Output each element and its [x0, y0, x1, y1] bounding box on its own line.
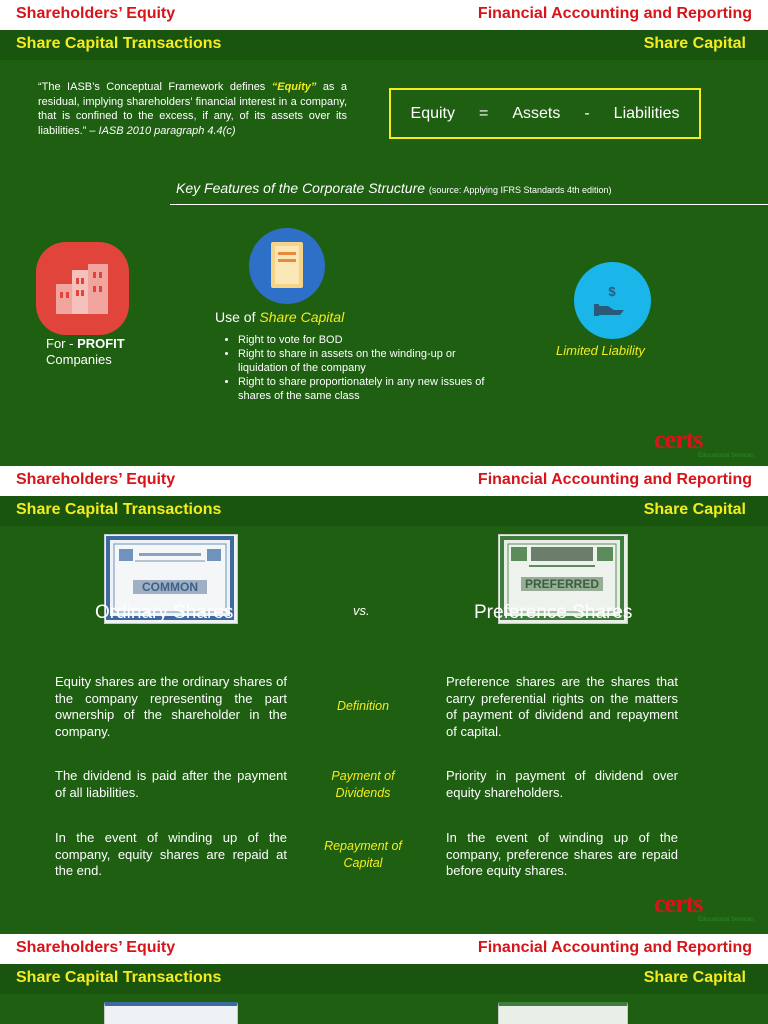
subheader-section: Share Capital: [643, 35, 746, 52]
header-course: Financial Accounting and Reporting: [477, 5, 752, 22]
header-title: Shareholders’ Equity: [16, 471, 176, 488]
subheader-topic: Share Capital Transactions: [16, 969, 222, 986]
subheader-topic: Share Capital Transactions: [16, 501, 222, 518]
rights-list: [220, 333, 498, 403]
slide-body: [0, 30, 768, 466]
preference-repayment: In the event of winding up of the company, preference shares are repaid before equity shares.: [446, 830, 678, 878]
svg-text:PREFERRED: PREFERRED: [524, 577, 600, 591]
svg-text:COMMON: COMMON: [142, 580, 198, 594]
list-item: • Right to share proportionately in any new issues of shares of the same class: [238, 375, 498, 403]
preference-definition: Preference shares are the shares that carry preferential rights on the matters of payment of dividend and repayment of capital.: [446, 674, 678, 739]
ordinary-definition: Equity shares are the ordinary shares of the company representing the part ownership of the shareholder in the company.: [55, 674, 287, 739]
preference-shares-title: Preference Shares: [474, 602, 633, 623]
slide-2: [0, 466, 768, 934]
slide-3: [0, 934, 768, 1024]
certs-logo: certs Educational Services: [654, 889, 755, 923]
header-title: Shareholders’ Equity: [16, 939, 176, 956]
use-of-share-capital: Use of Share Capital: [215, 309, 345, 325]
document-icon: [249, 228, 325, 304]
source-note: (source: Applying IFRS Standards 4th edition): [428, 185, 612, 195]
equation-minus: -: [584, 104, 590, 122]
header-course: Financial Accounting and Reporting: [477, 471, 752, 488]
slide-header: [0, 934, 768, 964]
certs-logo: certs Educational Services: [654, 425, 755, 459]
slide-header: [0, 466, 768, 496]
building-icon: [36, 242, 129, 335]
header-course: Financial Accounting and Reporting: [477, 939, 752, 956]
common-stock-certificate: [104, 1002, 238, 1024]
ordinary-dividends: The dividend is paid after the payment of all liabilities.: [55, 768, 287, 800]
limited-liability-label: Limited Liability: [556, 343, 645, 358]
equation-assets: Assets: [512, 104, 561, 122]
subheader: [0, 30, 768, 60]
ordinary-shares-title: Ordinary Shares: [95, 602, 234, 623]
slide-1: [0, 0, 768, 466]
equation-equity: Equity: [410, 104, 455, 122]
row-label-repayment: Repayment of Capital: [324, 839, 402, 870]
subheader: [0, 964, 768, 994]
key-features-heading: Key Features of the Corporate Structure (source: Applying IFRS Standards 4th edition): [176, 180, 612, 196]
for-profit-label: For - PROFIT Companies: [46, 336, 125, 367]
preferred-stock-certificate: [498, 1002, 628, 1024]
list-item: • Right to vote for BOD: [238, 333, 498, 347]
subheader-section: Share Capital: [643, 501, 746, 518]
subheader: [0, 496, 768, 526]
divider: [170, 204, 768, 205]
iasb-quote: “The IASB’s Conceptual Framework defines “Equity” as a residual, implying shareholders’ financial interest in a company, that is confined to the excess, if any, of its assets over its liabilities.” – IASB 2010 paragraph 4.4(c): [38, 81, 347, 137]
equation-liabilities: Liabilities: [613, 104, 680, 122]
slide-body: [0, 496, 768, 934]
ordinary-repayment: In the event of winding up of the company, equity shares are repaid at the end.: [55, 830, 287, 878]
equation-equals: =: [478, 104, 489, 122]
list-item: • Right to share in assets on the winding-up or liquidation of the company: [238, 347, 498, 375]
svg-text:$: $: [608, 284, 616, 299]
slide-header: [0, 0, 768, 30]
money-hand-icon: [574, 262, 651, 339]
equity-equation: [389, 88, 701, 139]
subheader-section: Share Capital: [643, 969, 746, 986]
slide-body: [0, 964, 768, 1024]
row-label-dividends: Payment of Dividends: [331, 769, 395, 800]
versus-label: vs.: [353, 603, 370, 618]
subheader-topic: Share Capital Transactions: [16, 35, 222, 52]
row-label-definition: Definition: [336, 699, 390, 713]
header-title: Shareholders’ Equity: [16, 5, 176, 22]
preference-dividends: Priority in payment of dividend over equity shareholders.: [446, 768, 678, 800]
